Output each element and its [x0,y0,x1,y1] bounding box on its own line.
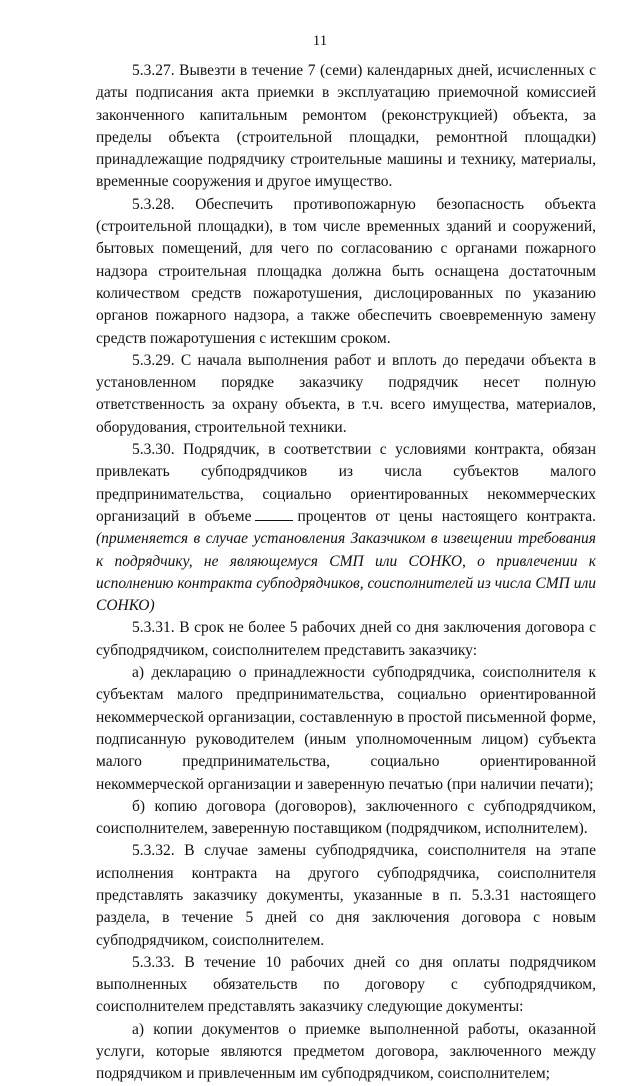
clause-5-3-30 [96,439,596,617]
clause-5-3-31-a: а) декларацию о принадлежности субподрядчика, соисполнителя к субъектам малого предпринимательства, социально ориентированной некоммерческой организации, составленную в простой письменной форме, подписанную руководителем (иным уполномоченным лицом) субъекта малого предпринимательства, социально ориентированной некоммерческой организации и заверенную печатью (при наличии печати); [96,664,596,793]
clause-5-3-32: 5.3.32. В случае замены субподрядчика, соисполнителя на этапе исполнения контракта на другого субподрядчика, соисполнителя представлять заказчику документы, указанные в п. 5.3.31 настоящего раздела, в течение 5 дней со дня заключения договора с новым субподрядчиком, соисполнителем. [96,842,596,949]
clause-5-3-33-a: а) копии документов о приемке выполненной работы, оказанной услуги, которые являются предметом договора, заключенного между подрядчиком и привлеченным им субподрядчиком, соисполнителем; [96,1020,596,1083]
clause-5-3-30-text-end: процентов от цены настоящего контракта. [297,507,596,525]
document-body [96,60,596,1086]
percent-blank [255,519,293,521]
clause-5-3-31: 5.3.31. В срок не более 5 рабочих дней со дня заключения договора с субподрядчиком, соисполнителем представить заказчику: [96,619,596,659]
clause-5-3-30-note: (применяется в случае установления Заказчиком в извещении требования к подрядчику, не являющемуся СМП или СОНКО, о привлечении к исполнению контракта субподрядчиков, соисполнителей из числа СМП или СОНКО) [96,530,596,615]
clause-5-3-33: 5.3.33. В течение 10 рабочих дней со дня оплаты подрядчиком выполненных обязательств по договору с субподрядчиком, соисполнителем представлять заказчику следующие документы: [96,953,596,1016]
clause-5-3-31-b: б) копию договора (договоров), заключенного с субподрядчиком, соисполнителем, заверенную поставщиком (подрядчиком, исполнителем). [96,797,596,838]
clause-5-3-28: 5.3.28. Обеспечить противопожарную безопасность объекта (строительной площадки), в том числе временных зданий и сооружений, бытовых помещений, для чего по согласованию с органами пожарного надзора строительная площадка должна быть оснащена достаточным количеством средств пожаротушения, дислоцированных по указанию органов пожарного надзора, а также обеспечить своевременную замену средств пожаротушения с истекшим сроком. [96,195,596,347]
clause-5-3-30-text: 5.3.30. Подрядчик, в соответствии с условиями контракта, обязан привлекать субподрядчиков из числа субъектов малого предпринимательства, социально ориентированных некоммерческих организаций в объеме [96,441,596,525]
clause-5-3-27: 5.3.27. Вывезти в течение 7 (семи) календарных дней, исчисленных с даты подписания акта приемки в эксплуатацию приемочной комиссией законченного капитальным ремонтом (реконструкцией) объекта, за пределы объекта (строительной площадки, ремонтной площадки) принадлежащие подрядчику строительные машины и технику, материалы, временные сооружения и другое имущество. [96,62,596,191]
clause-5-3-29: 5.3.29. С начала выполнения работ и вплоть до передачи объекта в установленном порядке заказчику подрядчик несет полную ответственность за охрану объекта, в т.ч. всего имущества, материалов, оборудования, строительной техники. [96,351,596,436]
page-number: 11 [312,33,328,49]
